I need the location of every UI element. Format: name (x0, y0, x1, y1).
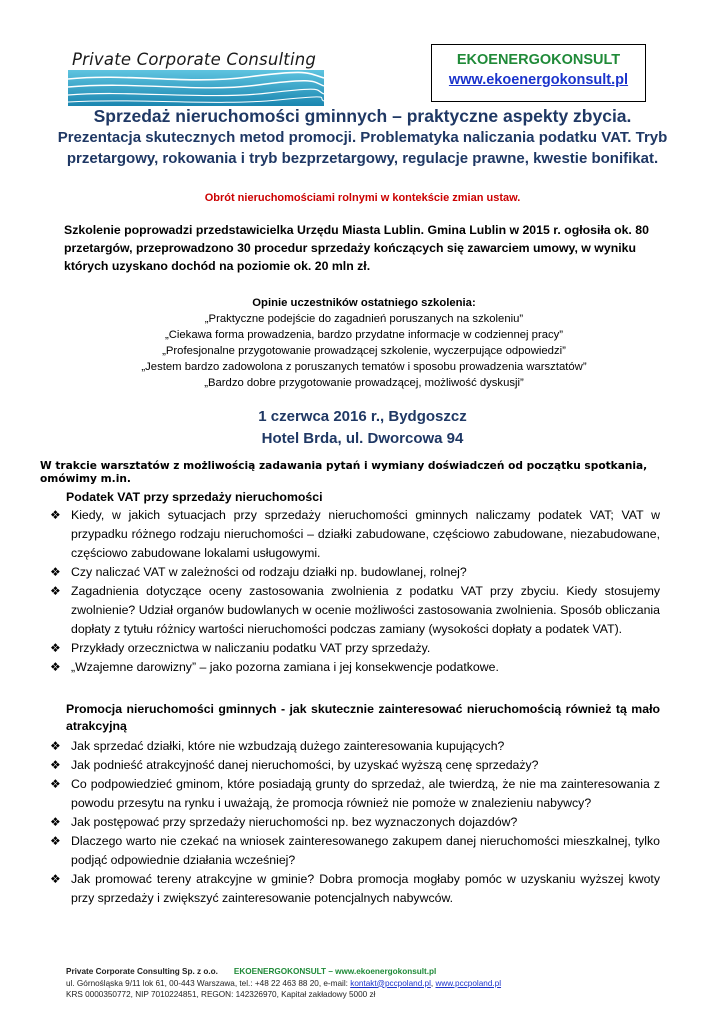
diamond-bullet-icon: ❖ (50, 815, 61, 829)
opinion-item: „Bardzo dobre przygotowanie prowadzącej, możliwość dyskusji” (204, 377, 524, 389)
logo-wave-graphic (68, 70, 324, 106)
company-logo (68, 50, 328, 106)
event-date-city: 1 czerwca 2016 r., Bydgoszcz (258, 408, 467, 425)
list-item: ❖ Dlaczego warto nie czekać na wniosek zainteresowanego zakupem danej nieruchomości mieszkalnej, tylko podjąć odpowiednie działania wcześniej? (50, 834, 660, 867)
opinion-item: „Praktyczne podejście do zagadnień poruszanych na szkoleniu” (204, 313, 524, 325)
brand-box (431, 44, 646, 102)
intro-paragraph: Szkolenie poprowadzi przedstawicielka Urzędu Miasta Lublin. Gmina Lublin w 2015 r. ogłosiła ok. 80 przetargów, przeprowadzono 30 procedur sprzedaży kończących się zawarciem umowy, w wyniku których uzyskano dochód na poziomie ok. 20 mln zł. (64, 223, 649, 273)
document-title: Sprzedaż nieruchomości gminnych – praktyczne aspekty zbycia. (93, 106, 632, 126)
diamond-bullet-icon: ❖ (50, 508, 61, 522)
footer-company: Private Corporate Consulting Sp. z o.o. (66, 967, 218, 976)
list-item: ❖ Jak sprzedać działki, które nie wzbudzają dużego zainteresowania kupujących? (50, 737, 660, 756)
brand-name: EKOENERGOKONSULT (456, 52, 621, 68)
opinion-item: „Ciekawa forma prowadzenia, bardzo przydatne informacje w codziennej pracy” (164, 329, 564, 341)
footer-separator: , (430, 978, 434, 988)
list-item: ❖ Kiedy, w jakich sytuacjach przy sprzedaży nieruchomości gminnych naliczamy podatek VAT; VAT w przypadku różnego rodzaju nieruchomości – działki zabudowane, częściowo zabudowane, niezabudowane, częściowo zabudowane lokalami usługowymi. (50, 508, 660, 560)
footer-email-link[interactable]: kontakt@pccpoland.pl (350, 978, 431, 988)
workshop-note: W trakcie warsztatów z możliwością zadawania pytań i wymiany doświadczeń od początku spotkania, omówimy m.in. (40, 460, 648, 485)
opinions-heading: Opinie uczestników ostatniego szkolenia: (252, 297, 476, 309)
footer-brand: EKOENERGOKONSULT – www.ekoenergokonsult.pl (233, 967, 437, 976)
list-item: ❖ Co podpowiedzieć gminom, które posiadają grunty do sprzedaż, ale twierdzą, że nie ma zainteresowania z powodu przesytu na rynku i uważają, że promocja również nie pomoże w znalezieniu nabywcy? (50, 777, 660, 810)
list-item: ❖ Przykłady orzecznictwa w naliczaniu podatku VAT przy sprzedaży. (50, 639, 660, 658)
diamond-bullet-icon: ❖ (50, 872, 61, 886)
list-item: ❖ Jak postępować przy sprzedaży nieruchomości np. bez wyznaczonych dojazdów? (50, 813, 660, 832)
section-heading-vat: Podatek VAT przy sprzedaży nieruchomości (66, 490, 323, 504)
logo-text: Private Corporate Consulting (72, 50, 317, 69)
event-venue: Hotel Brda, ul. Dworcowa 94 (261, 430, 464, 447)
list-item: ❖ Jak podnieść atrakcyjność danej nieruchomości, by uzyskać wyższą cenę sprzedaży? (50, 756, 660, 775)
diamond-bullet-icon: ❖ (50, 641, 61, 655)
footer-site-link[interactable]: www.pccpoland.pl (435, 978, 502, 988)
diamond-bullet-icon: ❖ (50, 660, 61, 674)
diamond-bullet-icon: ❖ (50, 739, 61, 753)
footer-registry: KRS 0000350772, NIP 7010224851, REGON: 142326970, Kapitał zakładowy 5000 zł (66, 990, 376, 999)
diamond-bullet-icon: ❖ (50, 834, 61, 848)
page-footer (66, 966, 686, 1001)
section-heading-promotion: Promocja nieruchomości gminnych - jak skutecznie zainteresować nieruchomością również tą mało atrakcyjną (66, 702, 660, 733)
list-item: ❖ „Wzajemne darowizny” – jako pozorna zamiana i jej konsekwencje podatkowe. (50, 658, 660, 677)
diamond-bullet-icon: ❖ (50, 777, 61, 791)
opinion-item: „Jestem bardzo zadowolona z poruszanych tematów i sposobu prowadzenia warsztatów” (141, 361, 587, 373)
red-subtitle: Obrót nieruchomościami rolnymi w kontekście zmian ustaw. (204, 192, 521, 204)
list-item: ❖ Zagadnienia dotyczące oceny zastosowania zwolnienia z podatku VAT przy zbyciu. Kiedy stosujemy zwolnienie? Udział organów budowlanych w ocenie możliwości zastosowania zwolnienia. Sposób obliczania dopłaty z tytułu różnicy wartości nieruchomości podczas zamiany (wysokości dopłaty a podatek VAT). (50, 584, 660, 636)
promotion-topics-list (50, 737, 660, 908)
vat-topics-list (50, 506, 660, 677)
diamond-bullet-icon: ❖ (50, 584, 61, 598)
document-subtitle: Prezentacja skutecznych metod promocji. Problematyka naliczania podatku VAT. Tryb przetargowy, rokowania i tryb bezprzetargowy, regulacje prawne, kwestie bonifikat. (57, 129, 668, 167)
diamond-bullet-icon: ❖ (50, 565, 61, 579)
list-item: ❖ Jak promować tereny atrakcyjne w gminie? Dobra promocja mogłaby pomóc w uzyskaniu wyższej kwoty przy sprzedaży i zwiększyć zainteresowanie potencjalnych nabywców. (50, 872, 660, 905)
footer-address: ul. Górnośląska 9/11 lok 61, 00-443 Warszawa, tel.: +48 22 463 88 20, e-mail: (66, 978, 348, 988)
list-item: ❖ Czy naliczać VAT w zależności od rodzaju działki np. budowlanej, rolnej? (50, 563, 660, 582)
diamond-bullet-icon: ❖ (50, 758, 61, 772)
opinion-item: „Profesjonalne przygotowanie prowadzącej szkolenie, wyczerpujące odpowiedzi” (162, 345, 566, 357)
brand-url-link[interactable]: www.ekoenergokonsult.pl (448, 72, 629, 88)
opinions-block (64, 295, 664, 391)
